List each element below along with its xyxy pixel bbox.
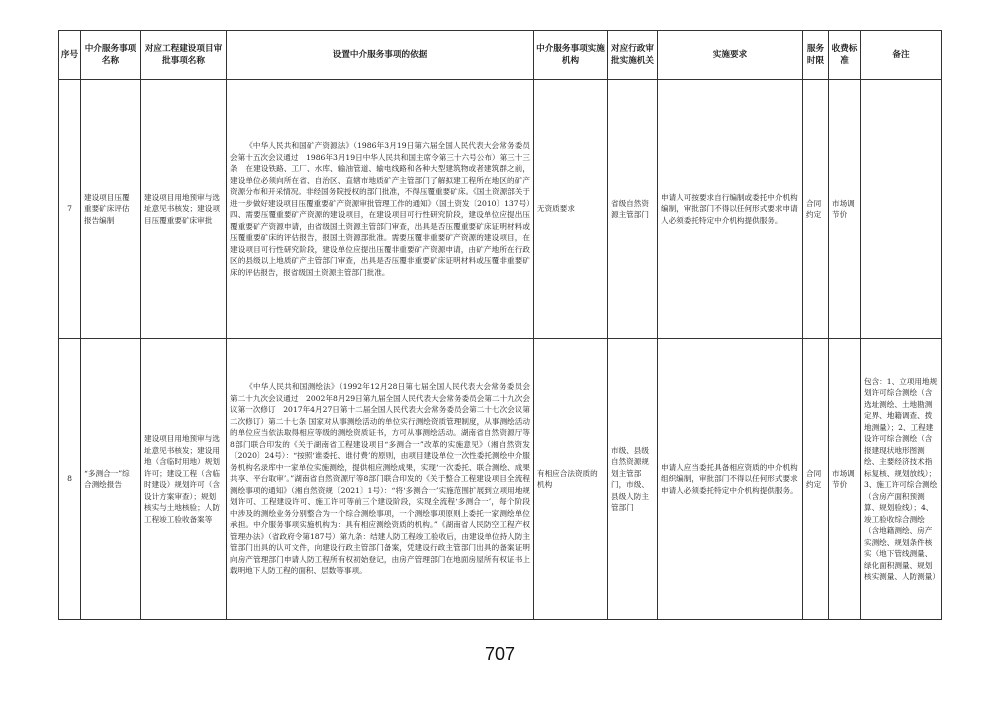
basis-text: 《中华人民共和国矿产资源法》（1986年3月19日第六届全国人民代表大会常务委员会第十五次会议通过 1986年3月19日中华人民共和国主席令第三十六号公布）第三十三条 在建设铁路、工厂、水库、输油管道、输电线路和各种大型建筑物或者建筑群之前，建设单位必须向所在省、自治区、直辖市地质矿产主管部门了解拟建工程所在地区的矿产资源分布和开采情况。非经国务院授权的部门批准，不得压覆重要矿床。《国土资源部关于进一步做好建设项目压覆重要矿产资源审批管理工作的通知》（国土资发〔2010〕137号）四、需要压覆重要矿产资源的建设项目，在建设项目可行性研究阶段，建设单位应提出压覆重要矿产资源申请，由省级国土资源主管部门审查，出具是否压覆重要矿床证明材料或压覆重要矿床的评估报告，报国土资源部批准。需要压覆非重要矿产资源的建设项目，在建设项目可行性研究阶段，建设单位应提出压覆非重要矿产资源申请，由矿产地所在行政区的县级以上地质矿产主管部门审查，出具是否压覆非重要矿床证明材料或压覆非重要矿床的评估报告，报省级国土资源主管部门批准。 [230, 141, 530, 277]
cell-approval-item: 建设项目用地预审与选址意见书核发；建设项目压覆重要矿床审批 [141, 80, 227, 339]
header-time-limit: 服务时限 [803, 31, 829, 80]
table-row [59, 339, 942, 620]
cell-remarks: 包含：1、立项用地规划许可综合测绘（含选址测绘、土地勘测定界、地籍调查、拨地测量）；2、工程建设许可综合测绘（含报建现状地形图测绘、主要经济技术指标复核、规划放线）；3、施工许可综合测绘（含房产面积预测算、规划验线）；4、竣工验收综合测绘（含地籍测绘、房产实测绘、规划条件核实（地下管线测量、绿化面积测量、规划核实测量、人防测量） [861, 339, 942, 620]
cell-time-limit: 合同约定 [803, 339, 829, 620]
header-approval-item: 对应工程建设项目审批事项名称 [141, 31, 227, 80]
header-seq: 序号 [59, 31, 81, 80]
header-provider: 中介服务事项实施机构 [534, 31, 608, 80]
header-admin-org: 对应行政审批实施机关 [608, 31, 658, 80]
cell-requirements: 申请人应当委托具备相应资质的中介机构组织编制，审批部门不得以任何形式要求申请人必须委托特定中介机构提供服务。 [658, 339, 803, 620]
table-row [59, 80, 942, 339]
page-number: 707 [484, 644, 516, 664]
cell-seq: 7 [59, 80, 81, 339]
cell-time-limit: 合同约定 [803, 80, 829, 339]
cell-fee-standard: 市场调节价 [829, 339, 861, 620]
cell-fee-standard: 市场调节价 [829, 80, 861, 339]
intermediary-services-table [58, 30, 942, 620]
cell-provider: 有相应合法资质的机构 [534, 339, 608, 620]
cell-admin-org: 省级自然资源主管部门 [608, 80, 658, 339]
cell-approval-item: 建设项目用地预审与选址意见书核发；建设用地（含临时用地）规划许可；建设工程（含临时建设）规划许可（含设计方案审查）；规划核实与土地核验；人防工程竣工验收备案等 [141, 339, 227, 620]
cell-requirements: 申请人可按要求自行编制或委托中介机构编制，审批部门不得以任何形式要求申请人必须委托特定中介机构提供服务。 [658, 80, 803, 339]
cell-basis [227, 339, 534, 620]
header-basis: 设置中介服务事项的依据 [227, 31, 534, 80]
header-service-name: 中介服务事项名称 [81, 31, 141, 80]
cell-seq: 8 [59, 339, 81, 620]
basis-text: 《中华人民共和国测绘法》（1992年12月28日第七届全国人民代表大会常务委员会第二十九次会议通过 2002年8月29日第九届全国人民代表大会常务委员会第二十九次会议第一次修订 2017年4月27日第十二届全国人民代表大会常务委员会第二十七次会议第二次修订）第二十七条 国家对从事测绘活动的单位实行测绘资质管理制度，从事测绘活动的单位应当依法取得相应等级的测绘资质证书，方可从事测绘活动。湖南省自然资源厅等8部门联合印发的《关于湖南省工程建设项目“多测合一”改革的实施意见》（湘自然资发〔2020〕24号）：“按照‘谁委托、谁付费’的原则，由项目建设单位一次性委托测绘中介服务机构名录库中一家单位实施测绘，提供相应测绘成果，实现‘一次委托、联合测绘、成果共享、平台取审’。”湖南省自然资源厅等8部门联合印发的《关于整合工程建设项目全流程测绘事项的通知》（湘自然资规〔2021〕1号）：“将‘多测合一’实施范围扩展到立项用地规划许可、工程建设许可、施工许可等前三个建设阶段，实现全流程‘多测合一’，每个阶段中涉及的测绘业务分别整合为一个综合测绘事项，一个测绘事项原则上委托一家测绘单位承担。中介服务事项实施机构为：具有相应测绘资质的机构。”《湖南省人民防空工程产权管理办法》（省政府令第187号）第九条：结建人防工程竣工验收后，由建设单位持人防主管部门出具的认可文件，向建设行政主管部门备案，凭建设行政主管部门出具的备案证明向房产管理部门申请人防工程所有权初始登记，由房产管理部门在地面房屋所有权证书上载明地下人防工程的面积、层数等事项。 [230, 382, 530, 576]
cell-provider: 无资质要求 [534, 80, 608, 339]
cell-basis [227, 80, 534, 339]
cell-remarks [861, 80, 942, 339]
cell-admin-org: 市级、县级自然资源规划主管部门，市级、县级人防主管部门 [608, 339, 658, 620]
cell-service-name: “多测合一”综合测绘报告 [81, 339, 141, 620]
header-fee-standard: 收费标准 [829, 31, 861, 80]
cell-service-name: 建设项目压覆重要矿床评估报告编制 [81, 80, 141, 339]
header-requirements: 实施要求 [658, 31, 803, 80]
header-row [59, 31, 942, 80]
header-remarks: 备注 [861, 31, 942, 80]
